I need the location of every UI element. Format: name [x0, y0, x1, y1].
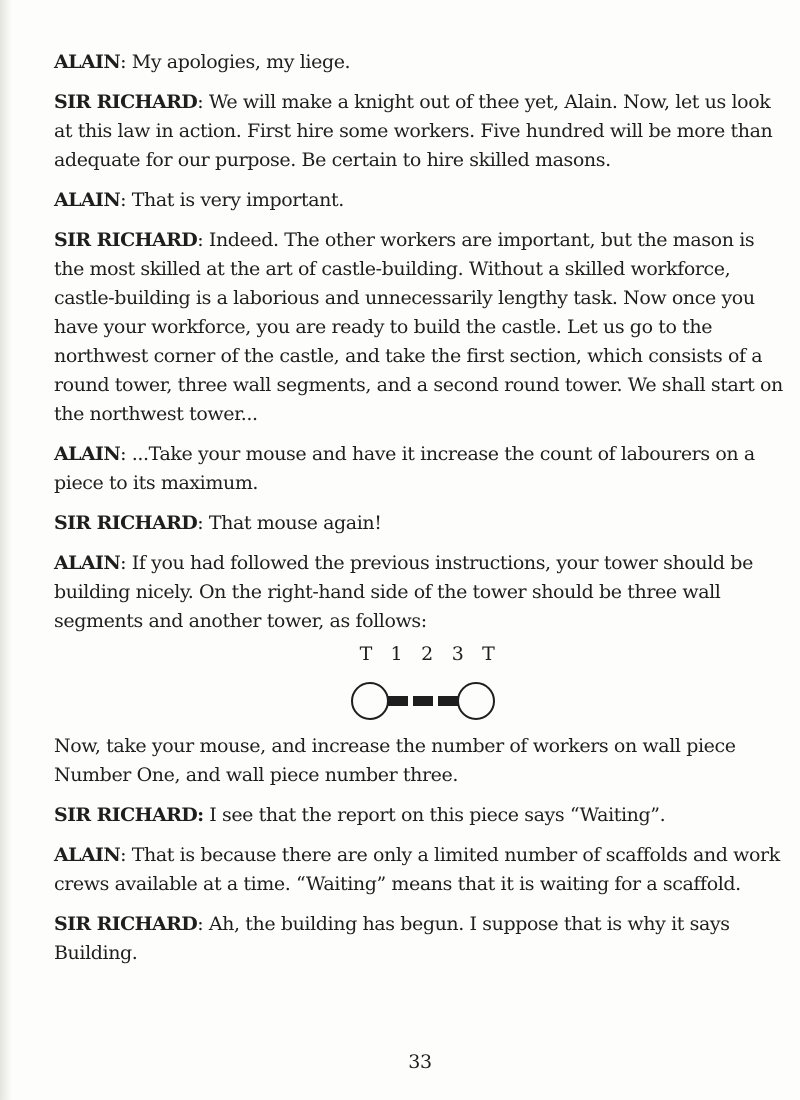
diagram-labels [54, 640, 786, 669]
diagram-label-tower-right: T [482, 643, 495, 665]
dialogue-text: If you had followed the previous instructions, your tower should be building nicely. On the right-hand side of the tower should be three wall segments and another tower, as follows: [54, 552, 753, 632]
dialogue-text: My apologies, my liege. [126, 51, 351, 73]
speaker-separator: : [120, 552, 127, 574]
dialogue-paragraph [54, 801, 786, 830]
speaker-name: SIR RICHARD [54, 913, 198, 935]
dialogue-paragraph [54, 226, 786, 429]
diagram-label-wall-3: 3 [451, 643, 464, 665]
wall-segment-2 [413, 696, 433, 706]
tower-wall-diagram [350, 676, 560, 726]
dialogue-paragraph [54, 549, 786, 636]
tower-left-circle [352, 683, 388, 719]
dialogue-paragraph [54, 88, 786, 175]
diagram-label-wall-1: 1 [390, 643, 403, 665]
diagram-label-tower-left: T [359, 643, 372, 665]
dialogue-text: Indeed. The other workers are important, but the mason is the most skilled at the art of castle-building. Without a skilled workforce, castle-building is a laborious and unnecessarily lengthy task. Now once you have your workforce, you are ready to build the castle. Let us go to the northwest corner of the castle, and take the first section, which consists of a round tower, three wall segments, and a second round tower. We shall start on the northwest tower... [54, 229, 783, 425]
dialogue-paragraph [54, 910, 786, 968]
speaker-name: ALAIN [54, 443, 121, 465]
speaker-name: SIR RICHARD [54, 229, 198, 251]
speaker-separator: : [197, 91, 204, 113]
speaker-name: ALAIN [54, 844, 121, 866]
diagram-label-wall-2: 2 [421, 643, 433, 665]
speaker-separator: : [197, 229, 204, 251]
speaker-name: SIR RICHARD: [54, 804, 204, 826]
page-number: 33 [408, 1051, 432, 1073]
speaker-name: ALAIN [54, 51, 121, 73]
dialogue-paragraph [54, 48, 786, 77]
speaker-separator: : [197, 913, 204, 935]
speaker-separator: : [197, 512, 204, 534]
speaker-name: ALAIN [54, 189, 121, 211]
wall-segment-1 [388, 696, 408, 706]
speaker-name: ALAIN [54, 552, 121, 574]
dialogue-text: Ah, the building has begun. I suppose that is why it says Building. [54, 913, 730, 964]
speaker-name: SIR RICHARD [54, 91, 198, 113]
dialogue-text: ...Take your mouse and have it increase the count of labourers on a piece to its maximum. [54, 443, 755, 494]
dialogue-text: That mouse again! [203, 512, 382, 534]
dialogue-text: That is because there are only a limited number of scaffolds and work crews available at a time. “Waiting” means that it is waiting for a scaffold. [54, 844, 780, 895]
dialogue-paragraph [54, 186, 786, 215]
speaker-name: SIR RICHARD [54, 512, 198, 534]
speaker-separator: : [120, 844, 127, 866]
dialogue-text: We will make a knight out of thee yet, Alain. Now, let us look at this law in action. First hire some workers. Five hundred will be more than adequate for our purpose. Be certain to hire skilled masons. [54, 91, 773, 171]
dialogue-paragraph [54, 841, 786, 899]
speaker-separator: : [120, 443, 127, 465]
dialogue-paragraph [54, 440, 786, 498]
page-gutter-shadow [0, 0, 12, 1100]
dialogue-text: That is very important. [126, 189, 344, 211]
speaker-separator: : [120, 51, 127, 73]
dialogue-paragraph [54, 509, 786, 538]
speaker-separator: : [120, 189, 127, 211]
dialogue-text: I see that the report on this piece says “Waiting”. [203, 804, 666, 826]
wall-section-diagram [54, 640, 786, 726]
tower-right-circle [458, 683, 494, 719]
wall-segment-3 [438, 696, 458, 706]
dialogue-text: Now, take your mouse, and increase the number of workers on wall piece Number One, and wall piece number three. [54, 735, 736, 786]
instruction-paragraph [54, 732, 786, 790]
